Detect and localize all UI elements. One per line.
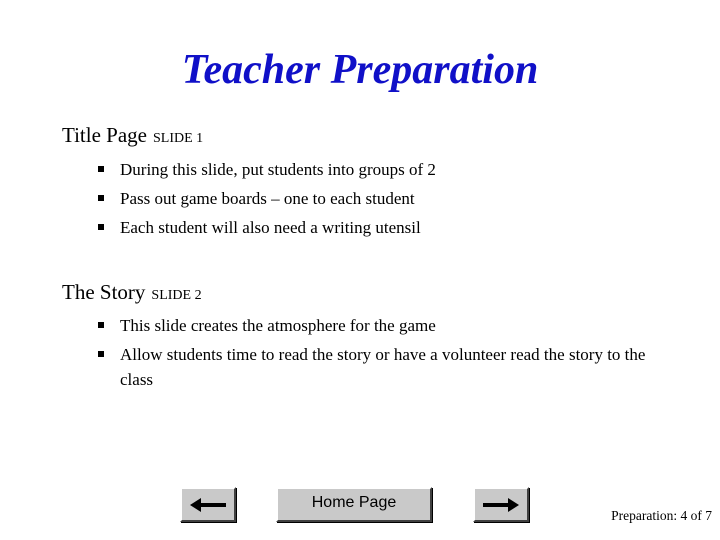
section-bullets-the-story — [98, 311, 668, 394]
arrow-right-icon — [481, 496, 521, 514]
back-button[interactable] — [180, 487, 236, 522]
section-slide-tag: SLIDE 1 — [152, 131, 204, 146]
bullet-text: Each student will also need a writing utensil — [120, 218, 421, 237]
bullet-item — [98, 213, 668, 242]
bullet-item — [98, 184, 668, 213]
section-heading-label: The Story — [62, 280, 146, 304]
slide-title: Teacher Preparation — [181, 47, 539, 93]
square-bullet-icon — [98, 351, 104, 357]
bullet-item — [98, 311, 668, 340]
square-bullet-icon — [98, 224, 104, 230]
bullet-text: During this slide, put students into groups of 2 — [120, 160, 436, 179]
arrow-left-icon — [188, 496, 228, 514]
forward-button[interactable] — [473, 487, 529, 522]
bullet-item — [98, 155, 668, 184]
section-bullets-title-page — [98, 155, 668, 242]
home-page-label: Home Page — [311, 493, 397, 511]
square-bullet-icon — [98, 195, 104, 201]
bullet-text: This slide creates the atmosphere for the game — [120, 316, 436, 335]
section-heading-label: Title Page — [62, 123, 147, 147]
section-heading-the-story — [62, 279, 202, 309]
bullet-item — [98, 340, 668, 394]
home-page-button[interactable] — [276, 487, 432, 522]
square-bullet-icon — [98, 322, 104, 328]
page-indicator: Preparation: 4 of 7 — [611, 508, 712, 523]
bullet-text: Pass out game boards – one to each student — [120, 189, 415, 208]
section-slide-tag: SLIDE 2 — [151, 288, 202, 303]
bullet-text: Allow students time to read the story or have a volunteer read the story to the class — [120, 345, 646, 389]
section-heading-title-page — [62, 122, 203, 152]
square-bullet-icon — [98, 166, 104, 172]
